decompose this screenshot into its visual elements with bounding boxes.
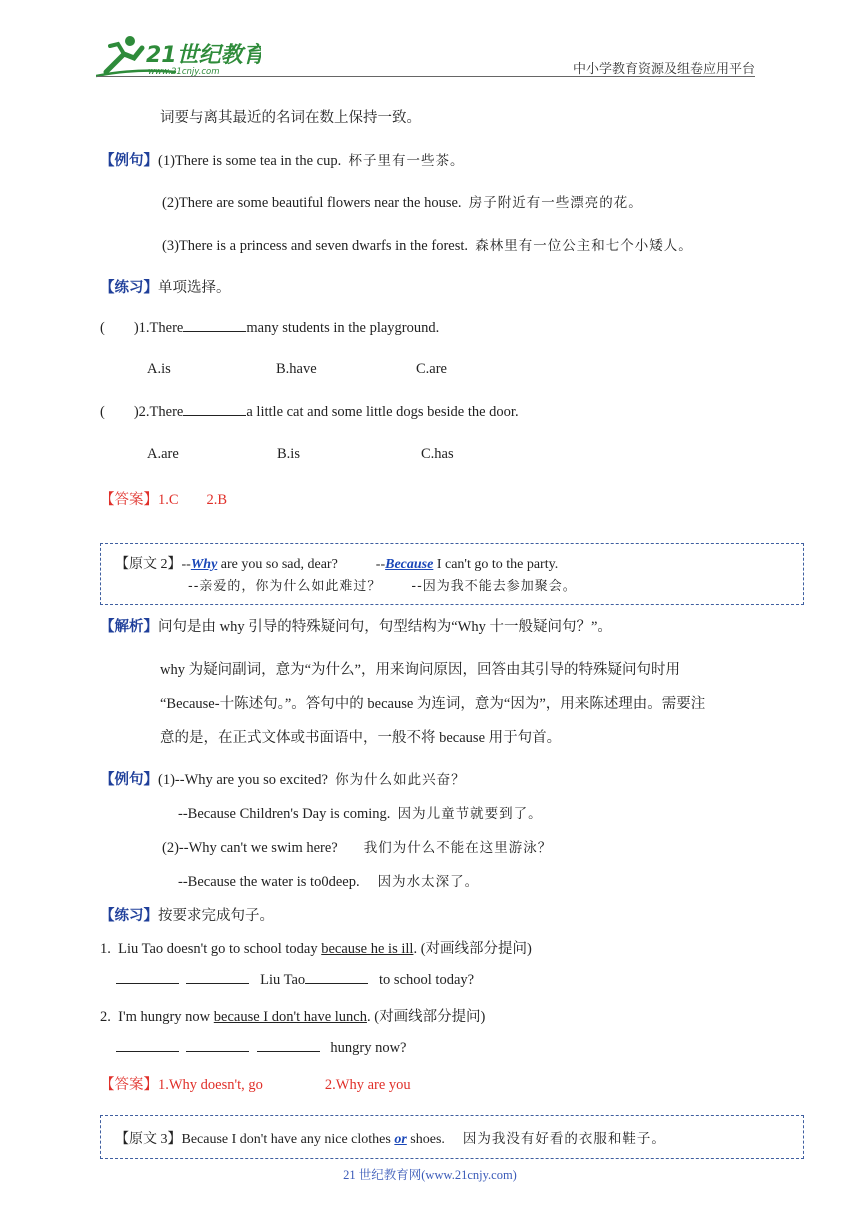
practice2-item-2-answer-line: hungry now?: [116, 1039, 407, 1057]
example-line-3: (3)There is a princess and seven dwarfs in the forest. 森林里有一位公主和七个小矮人。: [162, 238, 693, 254]
example-line-2: (2)There are some beautiful flowers near the house. 房子附近有一些漂亮的花。: [162, 195, 643, 211]
answer-blank[interactable]: [186, 1039, 249, 1052]
q1-option-b: B.have: [276, 361, 317, 377]
example-line-1: 【例句】(1)There is some tea in the cup. 杯子里有一些茶。: [100, 153, 465, 169]
answer-line-2: 【答案】1.Why doesn't, go 2.Why are you: [100, 1077, 411, 1093]
answer-blank[interactable]: [257, 1039, 320, 1052]
site-logo: [96, 32, 261, 78]
answer-blank[interactable]: [116, 1039, 179, 1052]
q2-option-b: B.is: [277, 446, 300, 462]
example2-a2: --Because the water is to0deep. 因为水太深了。: [178, 874, 480, 890]
analysis-line-3: “Because-十陈述句。”。答句中的 because 为连词，意为“因为”，用来陈述理由。需要注: [160, 696, 706, 712]
practice2-heading: 【练习】按要求完成句子。: [100, 908, 274, 924]
example2-q1: 【例句】(1)--Why are you so excited? 你为什么如此兴奋？: [100, 772, 466, 788]
svg-text:21世纪教育: 21世纪教育: [146, 43, 261, 68]
original-text-box-2: [100, 543, 804, 605]
analysis-line-1: 【解析】问句是由 why 引导的特殊疑问句，句型结构为“Why 十一般疑问句？”。: [100, 619, 612, 635]
analysis-line-4: 意的是，在正式文体或书面语中，一般不将 because 用于句首。: [160, 730, 562, 746]
original-text-box-3: [100, 1115, 804, 1159]
practice-heading: 【练习】单项选择。: [100, 280, 231, 296]
q1-option-c: C.are: [416, 361, 447, 377]
practice2-item-1-answer-line: Liu Tao to school today?: [116, 971, 474, 989]
box3-text: 【原文 3】Because I don't have any nice clothes or shoes. 因为我没有好看的衣服和鞋子。: [115, 1131, 666, 1147]
footer-text: 21 世纪教育网(www.21cnjy.com): [343, 1168, 517, 1182]
answer-blank[interactable]: [116, 971, 179, 984]
question-1: ( )1.There many students in the playground.: [100, 320, 440, 336]
box2-english: 【原文 2】--Why are you so sad, dear? --Because I can't go to the party.: [115, 557, 559, 572]
question-2: ( )2.There a little cat and some little dogs beside the door.: [100, 404, 519, 420]
header-divider: [97, 76, 755, 77]
q2-option-c: C.has: [421, 446, 454, 462]
analysis-line-2: why 为疑问副词，意为“为什么”，用来询问原因，回答由其引导的特殊疑问句时用: [160, 662, 680, 678]
example2-q2: (2)--Why can't we swim here? 我们为什么不能在这里游泳？: [162, 840, 553, 856]
runner-logo-icon: [96, 32, 261, 78]
box2-chinese: --亲爱的，你为什么如此难过？ --因为我不能去参加聚会。: [188, 579, 577, 594]
q1-option-a: A.is: [147, 361, 171, 377]
answer-blank[interactable]: [183, 319, 246, 332]
example2-a1: --Because Children's Day is coming. 因为儿童节就要到了。: [178, 806, 543, 822]
answer-line-1: 【答案】1.C 2.B: [100, 492, 228, 508]
answer-blank[interactable]: [186, 971, 249, 984]
intro-line: 词要与离其最近的名词在数上保持一致。: [160, 110, 421, 126]
q2-option-a: A.are: [147, 446, 179, 462]
practice2-item-1: 1. Liu Tao doesn't go to school today because he is ill. (对画线部分提问): [100, 941, 532, 957]
answer-blank[interactable]: [305, 971, 368, 984]
example-label: 【例句】: [100, 153, 158, 169]
header-title: 中小学教育资源及组卷应用平台: [572, 62, 755, 77]
answer-blank[interactable]: [183, 403, 246, 416]
svg-text:www.21cnjy.com: www.21cnjy.com: [148, 67, 220, 77]
practice2-item-2: 2. I'm hungry now because I don't have lunch. (对画线部分提问): [100, 1009, 486, 1025]
